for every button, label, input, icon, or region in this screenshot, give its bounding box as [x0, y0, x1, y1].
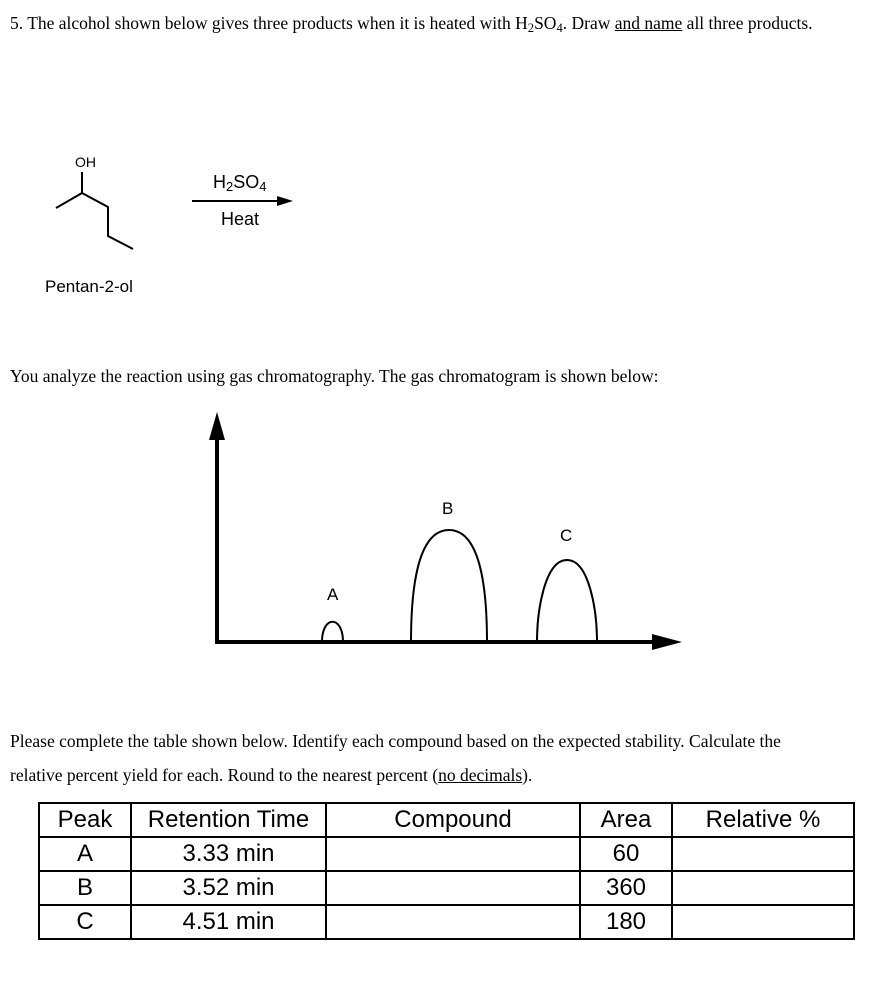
question-underlined: and name — [614, 13, 683, 33]
question-sub1: 2 — [527, 21, 535, 36]
cell-compound-input[interactable] — [326, 871, 580, 905]
header-area: Area — [580, 803, 672, 837]
compound-name: Pentan-2-ol — [45, 277, 133, 296]
table-instructions-line1: Please complete the table shown below. Identify each compound based on the expected stability. Calculate the — [10, 731, 781, 751]
peak-b — [411, 530, 487, 642]
condition-label: Heat — [221, 209, 260, 229]
reagent-sub2: 4 — [259, 179, 267, 195]
peak-label-c: C — [560, 526, 573, 545]
cell-area: 180 — [580, 905, 672, 939]
cell-compound-input[interactable] — [326, 905, 580, 939]
table-instructions-line2 — [10, 758, 880, 792]
header-compound: Compound — [326, 803, 580, 837]
cell-retention-time: 3.33 min — [131, 837, 326, 871]
bond-chain — [82, 193, 133, 249]
table-instructions-suffix: ). — [522, 765, 533, 785]
cell-compound-input[interactable] — [326, 837, 580, 871]
peak-c — [537, 560, 597, 642]
cell-area: 360 — [580, 871, 672, 905]
table-instructions-prefix: relative percent yield for each. Round to the nearest percent ( — [10, 765, 439, 785]
table-instructions — [10, 724, 880, 792]
oh-label: OH — [75, 154, 96, 170]
header-retention-time: Retention Time — [131, 803, 326, 837]
arrow-head — [277, 196, 293, 206]
peak-label-a: A — [327, 585, 339, 604]
reagent-mid: SO — [233, 172, 260, 192]
cell-area: 60 — [580, 837, 672, 871]
gc-intro-text: You analyze the reaction using gas chromatography. The gas chromatogram is shown below: — [10, 366, 659, 386]
table-instructions-underlined: no decimals — [438, 765, 523, 785]
table-row — [39, 871, 854, 905]
header-peak: Peak — [39, 803, 131, 837]
gas-chromatogram — [200, 410, 700, 660]
question-text-part1: The alcohol shown below gives three products when it is heated with H — [27, 13, 528, 33]
cell-retention-time: 3.52 min — [131, 871, 326, 905]
question-text — [10, 13, 813, 34]
peak-a — [322, 622, 343, 642]
reagent-main: H — [213, 172, 226, 192]
peak-label-b: B — [442, 499, 454, 518]
question-text-part4: all three products. — [682, 13, 813, 33]
results-table — [38, 802, 855, 940]
header-relative-percent: Relative % — [672, 803, 854, 837]
table-row — [39, 905, 854, 939]
cell-relative-percent-input[interactable] — [672, 837, 854, 871]
cell-peak: B — [39, 871, 131, 905]
question-text-part3: . Draw — [562, 13, 615, 33]
y-axis-arrowhead — [209, 412, 225, 440]
table-header-row — [39, 803, 854, 837]
cell-retention-time: 4.51 min — [131, 905, 326, 939]
question-text-part2: SO — [534, 13, 557, 33]
pentan-2-ol-structure — [52, 150, 172, 260]
x-axis-arrowhead — [652, 634, 682, 650]
reagent-sub1: 2 — [226, 179, 234, 195]
cell-peak: A — [39, 837, 131, 871]
bond-c1-c2 — [56, 172, 82, 208]
cell-relative-percent-input[interactable] — [672, 905, 854, 939]
cell-peak: C — [39, 905, 131, 939]
cell-relative-percent-input[interactable] — [672, 871, 854, 905]
question-sub2: 4 — [556, 21, 563, 36]
question-number: 5. — [10, 13, 24, 33]
reagent-label — [213, 172, 266, 193]
table-row — [39, 837, 854, 871]
